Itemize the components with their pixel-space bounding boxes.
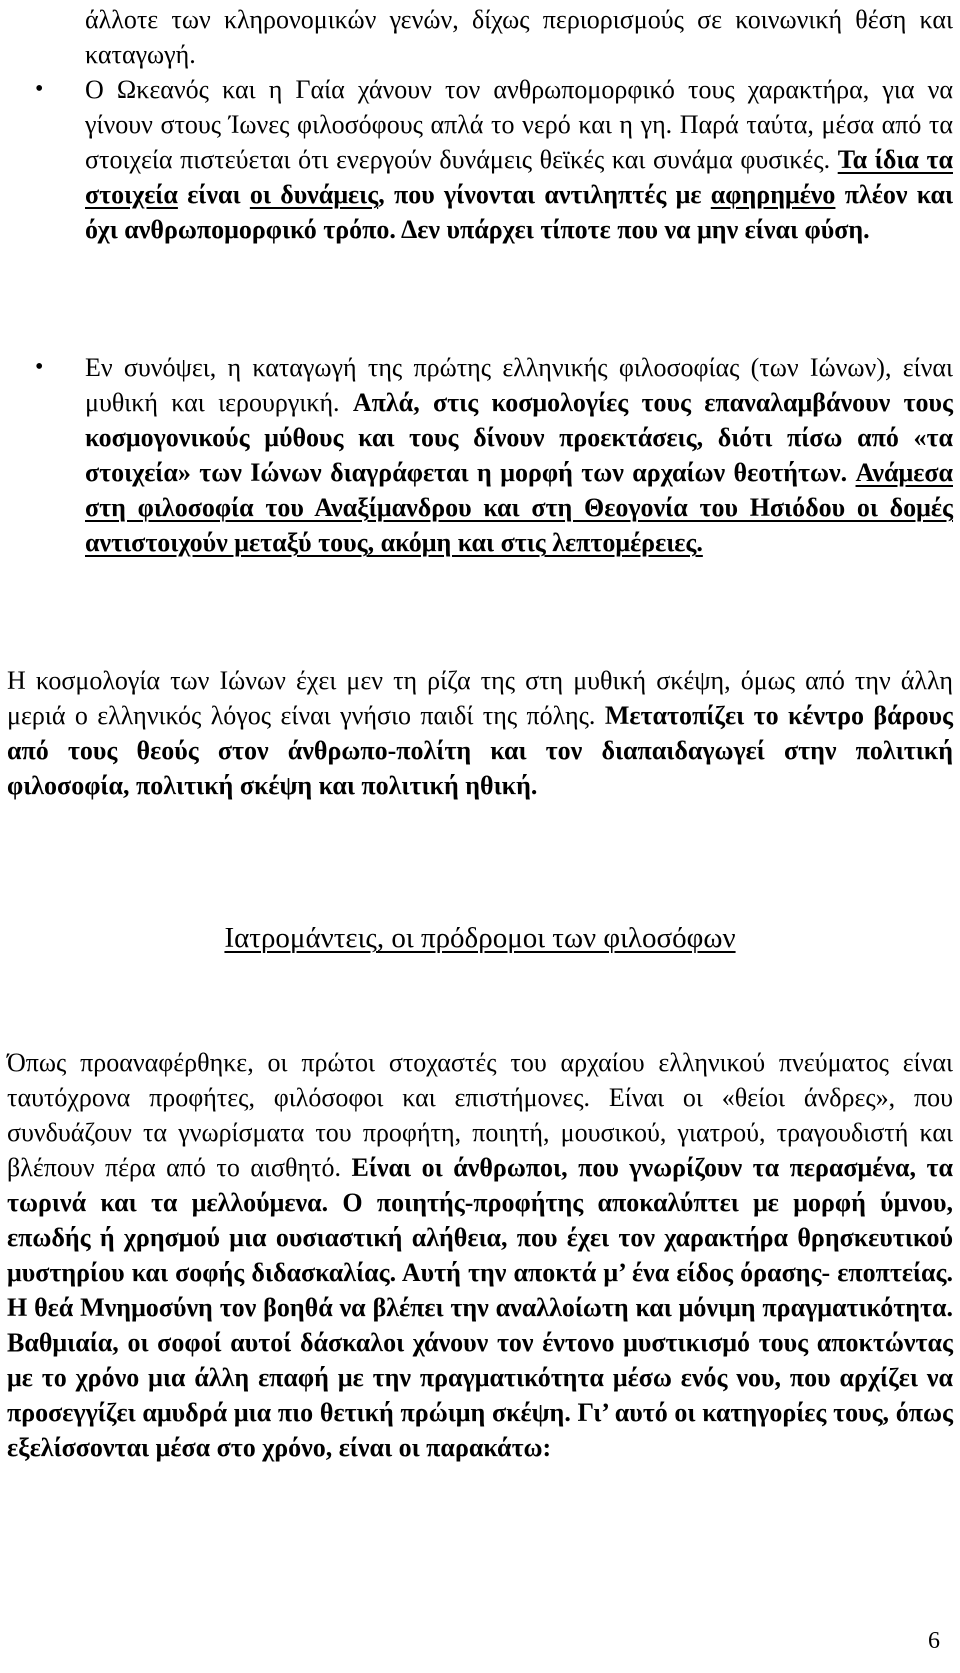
paragraph-prophets bbox=[7, 1045, 953, 1465]
paragraph-continuation bbox=[85, 2, 953, 72]
emphasis-text: οι δυνάμεις bbox=[249, 180, 379, 209]
section-heading: Ιατρομάντεις, οι πρόδρομοι των φιλοσόφων bbox=[224, 922, 736, 954]
emphasis-text: πλέον και όχι ανθρωπομορφικό τρόπο. Δεν υπάρχει τίποτε που να μην είναι φύση. bbox=[85, 180, 954, 244]
emphasis-text: Τα ίδια τα στοιχεία bbox=[85, 145, 953, 209]
emphasis-text: Απλά, στις κοσμολογίες τους επαναλαμβάνουν τους κοσμογονικούς μύθους και τους δίνουν προεκτάσεις, διότι πίσω από «τα στοιχεία» των Ιώνων διαγράφεται η μορφή των αρχαίων θεοτήτων. bbox=[85, 388, 954, 487]
underlined-text: Ανάμεσα στη φιλοσοφία του Αναξίμανδρου και στη Θεογονία του Ησιόδου οι δομές αντιστοιχούν μεταξύ τους, ακόμη και στις λεπτομέρειες. bbox=[85, 458, 953, 557]
paragraph-text: Όπως προαναφέρθηκε, οι πρώτοι στοχαστές του αρχαίου ελληνικού πνεύματος είναι ταυτόχρονα προφήτες, φιλόσοφοι και επιστήμονες. Είναι οι «θείοι άνδρες», που συνδυάζουν τα γνωρίσματα του προφήτη, ποιητή, μουσικού, γιατρού, τραγουδιστή και βλέπουν πέρα από το αισθητό. bbox=[7, 1048, 953, 1182]
emphasis-text: αφηρημένο bbox=[710, 180, 836, 209]
bullet-text: Εν συνόψει, η καταγωγή της πρώτης ελληνικής φιλοσοφίας (των Ιώνων), είναι μυθική και ιερουργική. bbox=[85, 353, 953, 417]
bullet-icon: • bbox=[35, 354, 44, 380]
emphasis-text: Μετατοπίζει το κέντρο βάρους από τους θεούς στον άνθρωπο-πολίτη και τον διαπαιδαγωγεί στην πολιτική φιλοσοφία, πολιτική σκέψη και πολιτική ηθική. bbox=[7, 701, 953, 800]
emphasis-text: είναι bbox=[187, 180, 241, 209]
emphasis-text: , που γίνονται αντιληπτές με bbox=[378, 180, 702, 209]
bullet-icon: • bbox=[35, 76, 44, 102]
emphasis-text: Είναι οι άνθρωποι, που γνωρίζουν τα περασμένα, τα τωρινά και τα μελλούμενα. Ο ποιητής-προφήτης αποκαλύπτει με μορφή ύμνου, επωδής ή χρησμού μια ουσιαστική αλήθεια, που έχει τον χαρακτήρα θρησκευτικού μυστηρίου και σοφής διδασκαλίας. Αυτή την αποκτά μ’ ένα είδος όρασης- εποπτείας. Η θεά Μνημοσύνη τον βοηθά να βλέπει την αναλλοίωτη και μόνιμη πραγματικότητα. Βαθμιαία, οι σοφοί αυτοί δάσκαλοι χάνουν τον έντονο μυστικισμό τους αποκτώντας με το χρόνο μια άλλη επαφή με την πραγματικότητα μέσω ενός νου, που αρχίζει να προσεγγίζει αμυδρά μια πιο θετική πρώιμη σκέψη. Γι’ αυτό οι κατηγορίες τους, όπως εξελίσσονται μέσα στο χρόνο, είναι οι παρακάτω: bbox=[7, 1153, 954, 1462]
paragraph-text: άλλοτε των κληρονομικών γενών, δίχως περιορισμούς σε κοινωνική θέση και καταγωγή. bbox=[85, 5, 953, 69]
bullet-item-summary bbox=[85, 350, 953, 560]
bullet-item-ionians bbox=[85, 72, 953, 247]
paragraph-text: Η κοσμολογία των Ιώνων έχει μεν τη ρίζα της στη μυθική σκέψη, όμως από την άλλη μεριά ο ελληνικός λόγος είναι γνήσιο παιδί της πόλης. bbox=[7, 666, 953, 730]
page-number: 6 bbox=[928, 1628, 940, 1654]
paragraph-ionian-cosmology bbox=[7, 663, 953, 803]
bullet-text: Ο Ωκεανός και η Γαία χάνουν τον ανθρωπομορφικό τους χαρακτήρα, για να γίνουν στους Ίωνες φιλοσόφους απλά το νερό και η γη. Παρά ταύτα, μέσα από τα στοιχεία πιστεύεται ότι ενεργούν δυνάμεις θεϊκές και συνάμα φυσικές. bbox=[85, 75, 953, 174]
